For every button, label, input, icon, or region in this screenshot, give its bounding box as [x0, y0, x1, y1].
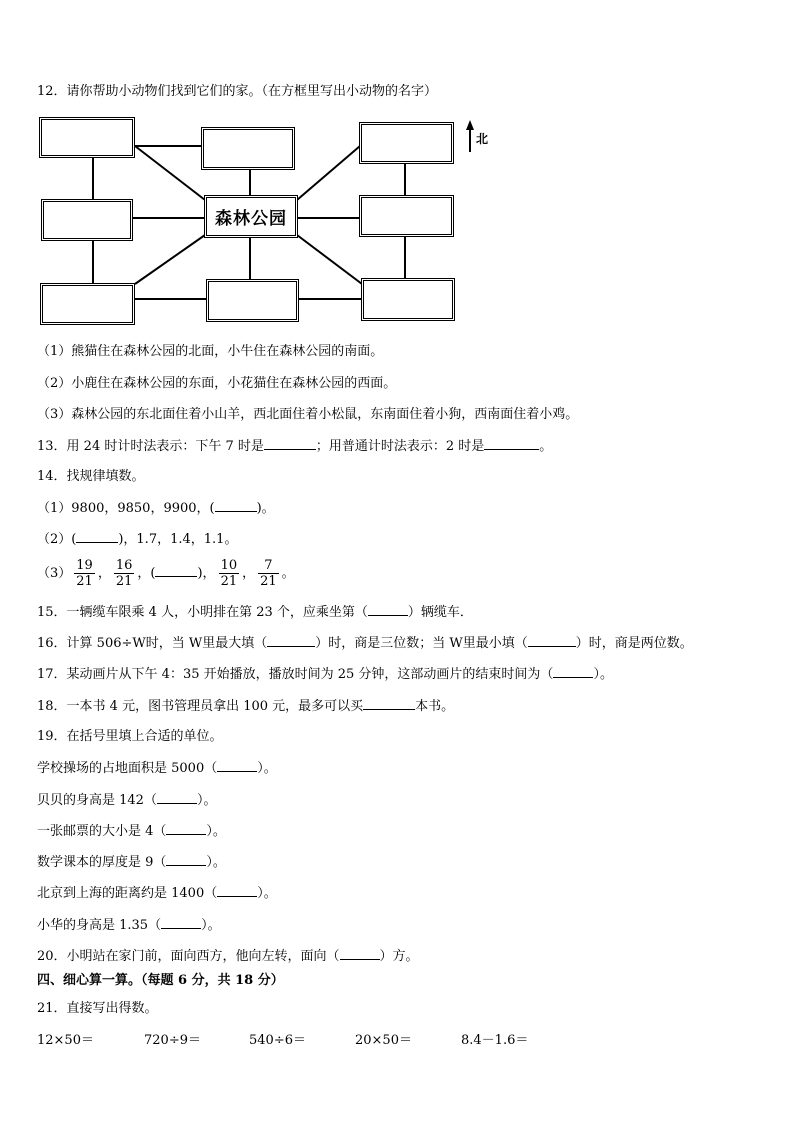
q14-s2-blank[interactable] [76, 530, 118, 543]
q19-item [37, 884, 277, 903]
q14-s3-blank[interactable] [155, 564, 197, 577]
q13-text-a: 13．用 24 时计时法表示：下午 7 时是 [37, 439, 264, 454]
answer-box-southwest[interactable] [40, 283, 135, 325]
q13-text-b: ；用普通计时法表示：2 时是 [315, 439, 485, 454]
q19-blank[interactable] [166, 822, 206, 835]
q19-item-text: 北京到上海的距离约是 1400（ [37, 886, 218, 901]
q19-item-text: 贝贝的身高是 142（ [37, 793, 157, 808]
north-arrow-icon [466, 120, 474, 130]
q19-item-end: ）。 [196, 793, 217, 808]
q20-text-b: ）方。 [379, 949, 419, 964]
q19-blank[interactable] [217, 759, 257, 772]
q19-blank[interactable] [161, 916, 201, 929]
fraction-19-21: $\frac{19}{21}$ [76, 558, 93, 589]
q19-item-end: ）。 [257, 761, 277, 776]
q19-item-text: 小华的身高是 1.35（ [37, 918, 162, 933]
q15-blank[interactable] [368, 603, 408, 616]
q16-blank-1[interactable] [267, 634, 315, 647]
calc-item-1: 12×50＝ [37, 1033, 94, 1048]
q19-item [37, 759, 277, 778]
q19-blank[interactable] [166, 853, 206, 866]
q19-item [37, 853, 226, 872]
q19-item-end: ）。 [206, 855, 226, 870]
answer-box-east[interactable] [359, 195, 454, 237]
q19-blank[interactable] [157, 791, 197, 804]
fraction-10-21: $\frac{10}{21}$ [220, 558, 238, 589]
comma: ， [137, 566, 151, 581]
q19-item-text: 一张邮票的大小是 4（ [37, 824, 167, 839]
q19-item-end: ）。 [201, 918, 221, 933]
comma: ， [97, 566, 111, 581]
q13-blank-1[interactable] [264, 437, 316, 450]
q20-text-a: 20．小明站在家门前，面向西方，他向左转，面向（ [37, 949, 340, 964]
q12-sub2: （2）小鹿住在森林公园的东面，小花猫住在森林公园的西面。 [37, 376, 397, 391]
q13 [37, 437, 552, 456]
q15-text-a: 15．一辆缆车限乘 4 人，小明排在第 23 个，应乘坐第（ [37, 605, 368, 620]
q16-blank-2[interactable] [528, 634, 576, 647]
answer-box-northwest[interactable] [39, 117, 135, 158]
q18-text-a: 18．一本书 4 元，图书管理员拿出 100 元，最多可以买 [37, 699, 364, 714]
q13-blank-2[interactable] [484, 437, 539, 450]
calc-item-3: 540÷6＝ [249, 1033, 306, 1048]
q19-item-text: 学校操场的占地面积是 5000（ [37, 761, 218, 776]
q17-blank[interactable] [553, 665, 593, 678]
q16-text-c: ）时，商是两位数。 [575, 636, 693, 651]
answer-box-west[interactable] [41, 199, 133, 241]
q19-item-end: ）。 [206, 824, 226, 839]
q13-text-c: 。 [539, 439, 553, 454]
paren-close: )， [197, 566, 216, 581]
north-label: 北 [476, 132, 489, 146]
forest-park-center: 森林公园 [204, 195, 298, 238]
q17-text-b: ）。 [593, 667, 613, 682]
q14-sub2 [37, 530, 237, 549]
q14-s2-text-b: )，1.7，1.4，1.1。 [118, 532, 238, 547]
q17 [37, 665, 613, 684]
q14-s1-text-a: （1）9800，9850，9900，( [37, 501, 215, 516]
q18 [37, 697, 454, 716]
fraction-7-21: $\frac{7}{21}$ [260, 558, 277, 589]
answer-box-southeast[interactable] [361, 278, 455, 321]
q19-item-end: ）。 [257, 886, 277, 901]
q15-text-b: ）辆缆车． [407, 605, 473, 620]
q18-blank[interactable] [363, 697, 415, 710]
answer-box-north[interactable] [201, 127, 295, 170]
section4-title: 四、细心算一算。（每题 6 分，共 18 分） [37, 973, 284, 988]
q19-item [37, 916, 221, 935]
answer-box-south[interactable] [206, 279, 299, 322]
q14-s1-blank[interactable] [215, 499, 257, 512]
calc-item-5: 8.4－1.6＝ [461, 1033, 529, 1048]
q12-sub1: （1）熊猫住在森林公园的北面，小牛住在森林公园的南面。 [37, 344, 384, 359]
q16-text-b: ）时，商是三位数；当 W里最小填（ [315, 636, 528, 651]
q17-text-a: 17．某动画片从下午 4：35 开始播放，播放时间为 25 分钟，这部动画片的结束时间为（ [37, 667, 554, 682]
q20 [37, 947, 419, 966]
q19-blank[interactable] [217, 884, 257, 897]
period: 。 [281, 566, 295, 581]
paren-open: ( [150, 566, 156, 581]
q19-item-text: 数学课本的厚度是 9（ [37, 855, 167, 870]
calc-item-2: 720÷9＝ [144, 1033, 201, 1048]
q18-text-b: 本书。 [415, 699, 455, 714]
comma: ， [242, 566, 256, 581]
q14-s1-text-b: )。 [256, 501, 275, 516]
q14-sub1 [37, 499, 275, 518]
q20-blank[interactable] [340, 947, 380, 960]
q12-sub3: （3）森林公园的东北面住着小山羊，西北面住着小松鼠，东南面住着小狗，西南面住着小鸡。 [37, 407, 579, 422]
answer-box-northeast[interactable] [359, 122, 454, 164]
q19-item [37, 791, 216, 810]
q16 [37, 634, 693, 653]
q14-s3-label: （3） [37, 566, 72, 581]
q14-sub3 [37, 556, 295, 592]
q14-s2-text-a: （2）( [37, 532, 77, 547]
q15 [37, 603, 473, 622]
q12-title: 12．请你帮助小动物们找到它们的家。（在方框里写出小动物的名字） [37, 84, 438, 99]
q16-text-a: 16．计算 506÷W时，当 W里最大填（ [37, 636, 268, 651]
fraction-16-21: $\frac{16}{21}$ [115, 558, 133, 589]
calc-item-4: 20×50＝ [355, 1033, 412, 1048]
q21-title: 21．直接写出得数。 [37, 1001, 158, 1016]
q14-title: 14．找规律填数。 [37, 469, 145, 484]
q19-item [37, 822, 226, 841]
q19-title: 19．在括号里填上合适的单位。 [37, 729, 223, 744]
